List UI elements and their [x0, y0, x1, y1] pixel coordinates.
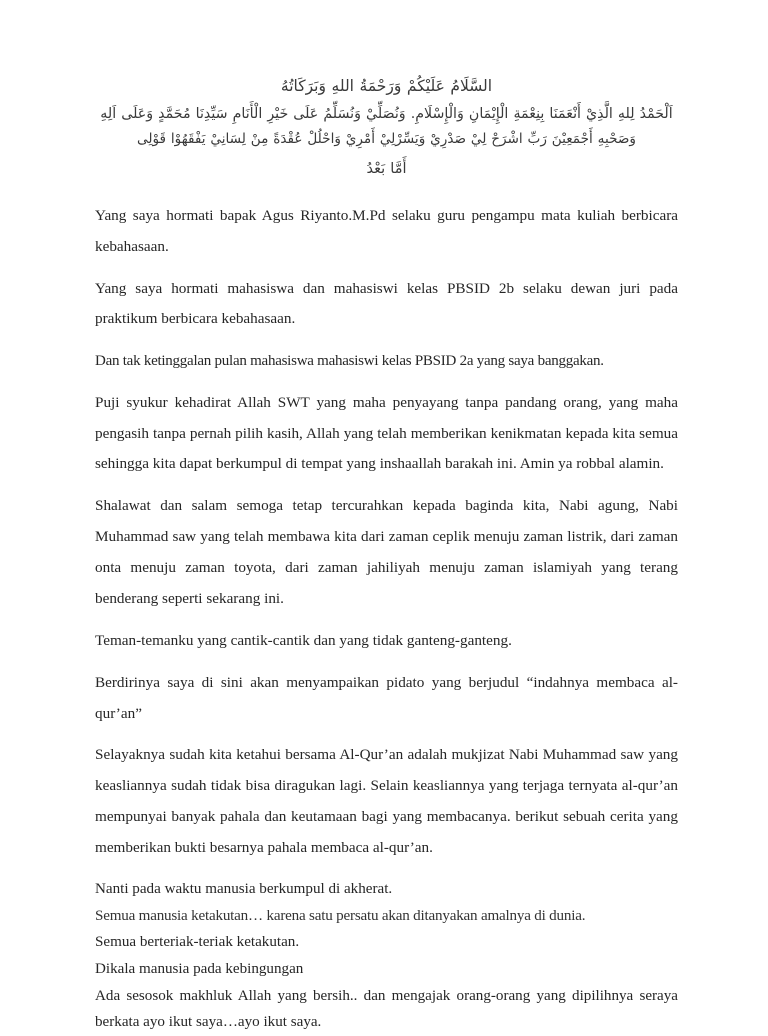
story-line-1: Nanti pada waktu manusia berkumpul di akherat.: [95, 880, 393, 897]
arabic-opening-block: [95, 72, 678, 183]
document-content: [95, 72, 678, 1036]
paragraph-title-announcement: Berdirinya saya di sini akan menyampaikan pidato yang berjudul “indahnya membaca al-qur’an”: [95, 673, 678, 722]
story-line-4: Dikala manusia pada kebingungan: [95, 960, 304, 977]
paragraph-friends-greeting: Teman-temanku yang cantik-cantik dan yang tidak ganteng-ganteng.: [95, 631, 512, 649]
story-line-2: Semua manusia ketakutan… karena satu persatu akan ditanyakan amalnya di dunia.: [95, 907, 586, 924]
arabic-salam-line: السَّلَامُ عَلَيْكُمْ وَرَحْمَةُ اللهِ وَبَرَكَاتُهُ: [280, 77, 493, 95]
paragraph-shalawat: Shalawat dan salam semoga tetap tercurahkan kepada baginda kita, Nabi agung, Nabi Muhammad saw yang telah membawa kita dari zaman ceplik menuju zaman listrik, dari zaman onta menuju zaman toyota, dari zaman jahiliyah menuju zaman islamiyah yang terang benderang seperti sekarang ini.: [95, 497, 678, 607]
paragraph-quran-intro: Selayaknya sudah kita ketahui bersama Al-Qur’an adalah mukjizat Nabi Muhammad saw yang keasliannya sudah tidak bisa diragukan lagi. Selain keasliannya yang terjaga ternyata al-qur’an mempunyai banyak pahala dan keutamaan bagi yang membacanya. berikut sebuah cerita yang memberikan bukti besarnya pahala membaca al-qur’an.: [95, 746, 678, 856]
story-block: [95, 876, 678, 1036]
paragraph-greeting-class-2a: Dan tak ketinggalan pulan mahasiswa mahasiswi kelas PBSID 2a yang saya banggakan.: [95, 353, 604, 370]
story-line-5: Ada sesosok makhluk Allah yang bersih.. dan mengajak orang-orang yang dipilihnya seraya berkata ayo ikut saya…ayo ikut saya.: [95, 987, 678, 1031]
paragraph-greeting-class-2b: Yang saya hormati mahasiswa dan mahasiswi kelas PBSID 2b selaku dewan juri pada praktikum berbicara kebahasaan.: [95, 279, 678, 328]
arabic-doa-line: وَصَحْبِهِ أَجْمَعِيْنَ رَبِّ اشْرَحْ لِيْ صَدْرِيْ وَيَسِّرْلِيْ أَمْرِيْ وَاحْلُلْ عُقْدَةً مِنْ لِسَانِيْ يَفْقَهُوْا قَوْلِى: [137, 130, 636, 147]
paragraph-gratitude: Puji syukur kehadirat Allah SWT yang maha penyayang tanpa pandang orang, yang maha pengasih tanpa pernah pilih kasih, Allah yang telah memberikan kenikmatan kepada kita semua sehingga kita dapat berkumpul di tempat yang inshaallah barakah ini. Amin ya robbal alamin.: [95, 393, 678, 473]
paragraph-greeting-lecturer: Yang saya hormati bapak Agus Riyanto.M.Pd selaku guru pengampu mata kuliah berbicara kebahasaan.: [95, 206, 678, 255]
arabic-amma-badu-line: أَمَّا بَعْدُ: [366, 161, 407, 178]
arabic-hamdalah-line: اَلْحَمْدُ لِلهِ الَّذِيْ أَنْعَمَنَا بِنِعْمَةِ الْإِيْمَانِ وَالْإِسْلَامِ. وَنُصَلِّيْ وَنُسَلِّمُ عَلَى خَيْرِ الْأَنَامِ سَيِّدِنَا مُحَمَّدٍ وَعَلَى اَلِهِ: [100, 105, 673, 122]
story-line-3: Semua berteriak-teriak ketakutan.: [95, 934, 300, 951]
